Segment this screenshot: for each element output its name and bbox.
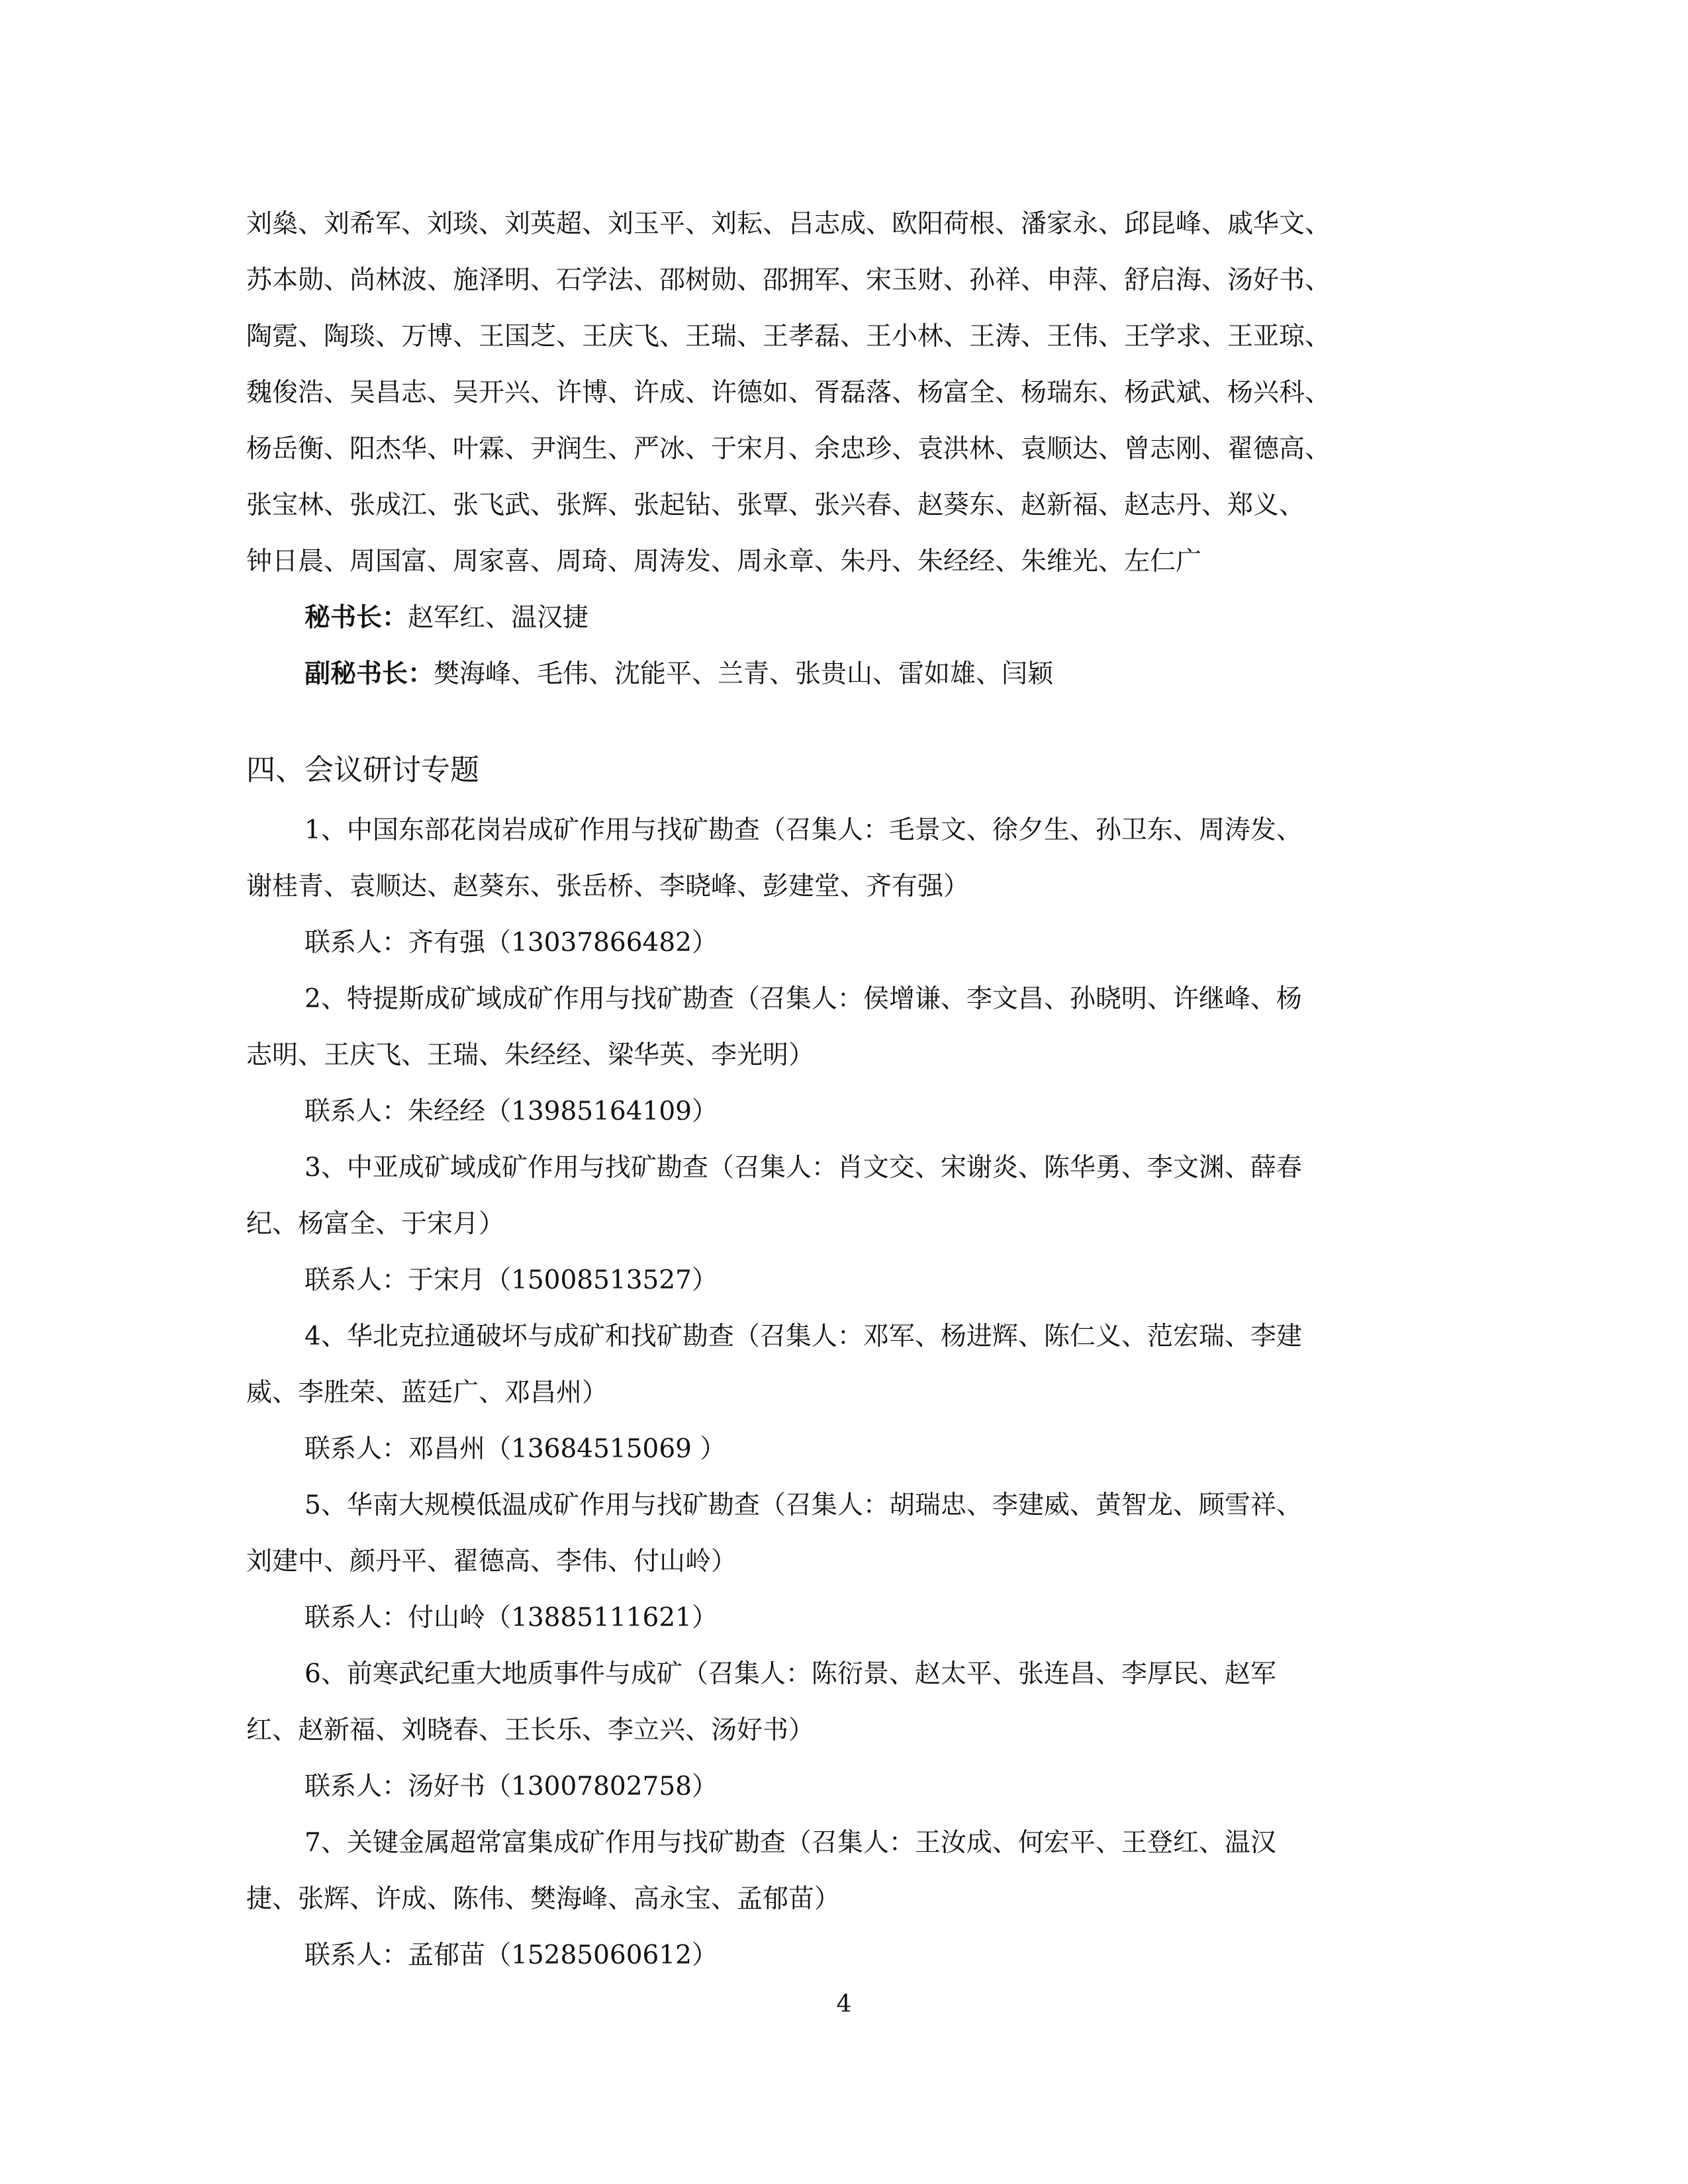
topic-item: [246, 802, 1464, 971]
member-line: 苏本勋、尚林波、施泽明、石学法、邵树勋、邵拥军、宋玉财、孙祥、申萍、舒启海、汤好书、: [246, 265, 1331, 295]
member-list: [246, 196, 1464, 590]
deputy-secretary-general-label: 副秘书长：: [305, 659, 434, 689]
member-line: 陶霓、陶琰、万博、王国芝、王庆飞、王瑞、王孝磊、王小林、王涛、王伟、王学求、王亚琼、: [246, 322, 1331, 351]
topic-item: [246, 1815, 1464, 1983]
section-title: 四、会议研讨专题: [246, 753, 479, 787]
topic-contact: 联系人：朱经经（13985164109）: [305, 1097, 718, 1126]
page-number: 4: [836, 1991, 852, 2018]
secretary-general-label: 秘书长：: [305, 602, 408, 633]
topic-contact: 联系人：付山岭（13885111621）: [305, 1603, 718, 1633]
member-line: 杨岳衡、阳杰华、叶霖、尹润生、严冰、于宋月、余忠珍、袁洪林、袁顺达、曾志刚、翟德高、: [246, 434, 1331, 464]
topic-line: 1、中国东部花岗岩成矿作用与找矿勘查（召集人：毛景文、徐夕生、孙卫东、周涛发、: [305, 815, 1302, 845]
secretary-general-names: 赵军红、温汉捷: [408, 603, 589, 633]
topic-contact: 联系人：邓昌州（13684515069 ）: [305, 1434, 726, 1464]
topic-contact: 联系人：于宋月（15008513527）: [305, 1265, 718, 1295]
topic-list: [246, 802, 1464, 1983]
topic-item: [246, 1477, 1464, 1646]
secretary-general: [246, 590, 1464, 646]
topic-line: 刘建中、颜丹平、翟德高、李伟、付山岭）: [246, 1547, 737, 1576]
topic-line: 威、李胜荣、蓝廷广、邓昌州）: [246, 1378, 608, 1408]
member-line: 张宝林、张成江、张飞武、张辉、张起钻、张覃、张兴春、赵葵东、赵新福、赵志丹、郑义、: [246, 490, 1305, 520]
deputy-secretary-general-names: 樊海峰、毛伟、沈能平、兰青、张贵山、雷如雄、闫颖: [434, 659, 1054, 689]
document-page: [246, 196, 1464, 1983]
topic-contact: 联系人：孟郁苗（15285060612）: [305, 1940, 718, 1970]
topic-contact: 联系人：汤好书（13007802758）: [305, 1772, 718, 1801]
topic-contact: 联系人：齐有强（13037866482）: [305, 928, 718, 958]
topic-line: 4、华北克拉通破坏与成矿和找矿勘查（召集人：邓军、杨进辉、陈仁义、范宏瑞、李建: [305, 1322, 1302, 1351]
topic-line: 纪、杨富全、于宋月）: [246, 1209, 505, 1239]
topic-line: 志明、王庆飞、王瑞、朱经经、梁华英、李光明）: [246, 1040, 815, 1070]
topic-line: 捷、张辉、许成、陈伟、樊海峰、高永宝、孟郁苗）: [246, 1884, 841, 1914]
member-line: 魏俊浩、吴昌志、吴开兴、许博、许成、许德如、胥磊落、杨富全、杨瑞东、杨武斌、杨兴科、: [246, 378, 1331, 408]
member-line: 钟日晨、周国富、周家喜、周琦、周涛发、周永章、朱丹、朱经经、朱维光、左仁广: [246, 547, 1202, 576]
topic-line: 谢桂青、袁顺达、赵葵东、张岳桥、李晓峰、彭建堂、齐有强）: [246, 872, 970, 901]
topic-line: 2、特提斯成矿域成矿作用与找矿勘查（召集人：侯增谦、李文昌、孙晓明、许继峰、杨: [305, 984, 1302, 1014]
topic-item: [246, 971, 1464, 1140]
topic-line: 6、前寒武纪重大地质事件与成矿（召集人：陈衍景、赵太平、张连昌、李厚民、赵军: [305, 1659, 1276, 1689]
member-line: 刘燊、刘希军、刘琰、刘英超、刘玉平、刘耘、吕志成、欧阳荷根、潘家永、邱昆峰、戚华文、: [246, 209, 1331, 239]
topic-item: [246, 1140, 1464, 1308]
topic-item: [246, 1308, 1464, 1477]
topic-line: 红、赵新福、刘晓春、王长乐、李立兴、汤好书）: [246, 1715, 815, 1745]
topic-line: 3、中亚成矿域成矿作用与找矿勘查（召集人：肖文交、宋谢炎、陈华勇、李文渊、薛春: [305, 1153, 1302, 1183]
topic-item: [246, 1646, 1464, 1815]
deputy-secretary-general: [246, 646, 1464, 702]
topic-line: 7、关键金属超常富集成矿作用与找矿勘查（召集人：王汝成、何宏平、王登红、温汉: [305, 1828, 1276, 1858]
topic-line: 5、华南大规模低温成矿作用与找矿勘查（召集人：胡瑞忠、李建威、黄智龙、顾雪祥、: [305, 1490, 1302, 1520]
